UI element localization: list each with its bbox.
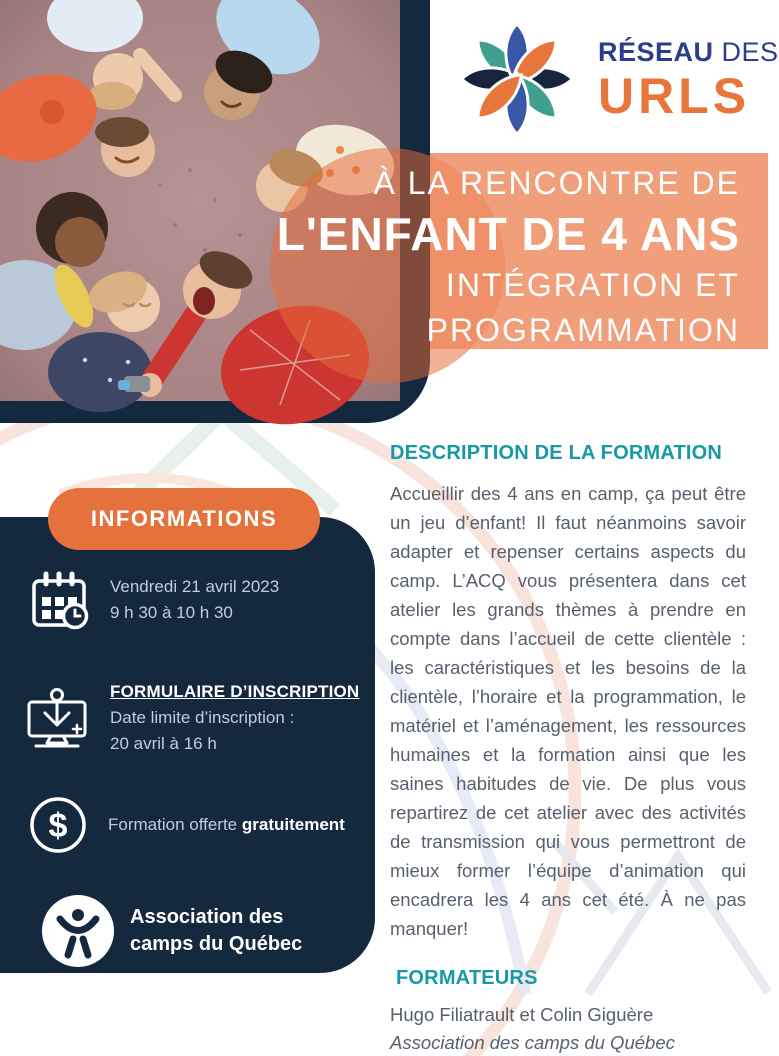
brand-name: RÉSEAU DES [598, 36, 779, 67]
registration-form-icon [24, 685, 90, 751]
registration-form-link[interactable]: FORMULAIRE D’INSCRIPTION [110, 682, 360, 701]
schedule-date: Vendredi 21 avril 2023 [110, 577, 280, 596]
brand-wordmark [598, 37, 779, 122]
description-body: Accueillir des 4 ans en camp, ça peut être un jeu d’enfant! Il faut néanmoins savoir adapter et repenser certains aspects du camp. L’ACQ vous présentera dans cet atelier les grands thèmes à prendre en compte dans l’accueil de cette clientèle : les caractéristiques et les besoins de la clientèle, l’horaire et la programmation, le matériel et l’aménagement, les ressources humaines et la formation ainsi que les saines habitudes de vie. De plus vous repartirez de cet atelier avec des activités de transmission qui vous permettront de mieux former l’équipe d’animation qui encadrera les 4 ans cet été. À ne pas manquer! [390, 483, 746, 939]
pricing-text [108, 812, 345, 838]
brand-acronym: URLS [598, 67, 751, 124]
schedule-time: 9 h 30 à 10 h 30 [110, 603, 233, 622]
organization-name: Association des camps du Québec [130, 906, 303, 955]
schedule-text [110, 574, 279, 626]
pricing-label: Formation offerte [108, 815, 242, 834]
title-line-4: PROGRAMMATION [426, 312, 740, 348]
dollar-icon [28, 795, 88, 855]
description-heading: DESCRIPTION DE LA FORMATION [390, 442, 723, 464]
main-content [390, 442, 746, 1056]
trainer-organization: Association des camps du Québec [390, 1032, 675, 1053]
title-line-3: INTÉGRATION ET [445, 267, 740, 303]
acq-logo-icon [42, 895, 114, 967]
brand-header [448, 6, 779, 152]
registration-deadline: 20 avril à 16 h [110, 734, 217, 753]
registration-deadline-label: Date limite d’inscription : [110, 708, 295, 727]
pricing-free: gratuitement [241, 815, 345, 834]
calendar-clock-icon [28, 569, 90, 631]
schedule-row [28, 569, 279, 631]
informations-panel [0, 517, 375, 973]
svg-text:$: $ [48, 807, 68, 845]
registration-text [110, 679, 359, 757]
title-line-2: L'ENFANT DE 4 ANS [276, 208, 740, 260]
organization-row [42, 895, 302, 967]
event-title [276, 153, 740, 355]
trainers-heading: FORMATEURS [396, 967, 538, 989]
registration-row [24, 679, 359, 757]
informations-button[interactable]: INFORMATIONS [48, 488, 320, 550]
urls-flower-icon [448, 10, 586, 148]
trainer-names: Hugo Filiatrault et Colin Giguère [390, 1004, 654, 1025]
title-line-1: À LA RENCONTRE DE [373, 165, 740, 201]
pricing-row [28, 795, 345, 855]
